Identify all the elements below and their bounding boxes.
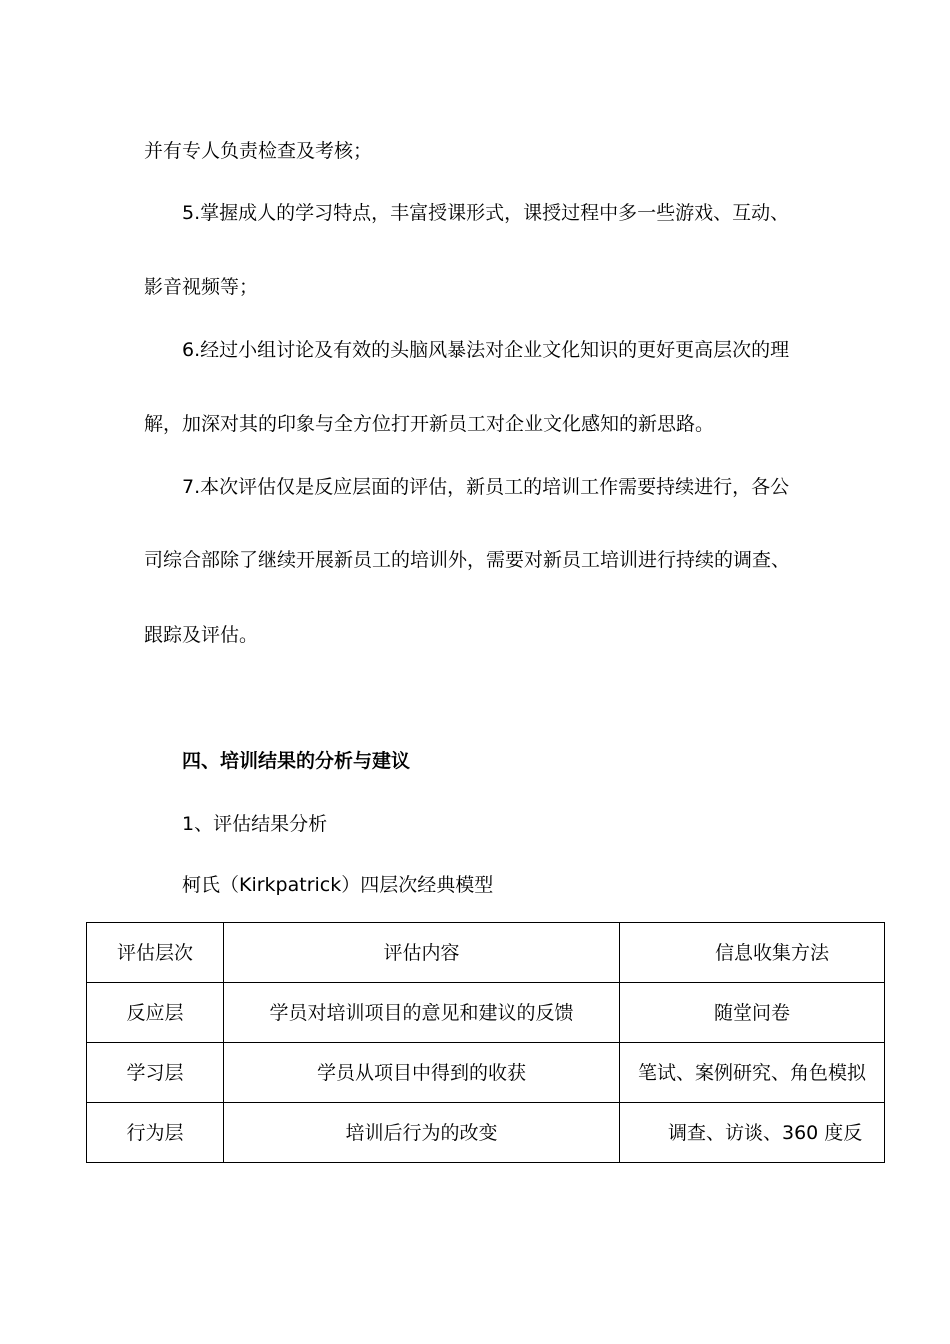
table-header-row <box>87 923 885 983</box>
model-title: 柯氏（Kirkpatrick）四层次经典模型 <box>182 874 494 896</box>
paragraph-line: 7.本次评估仅是反应层面的评估，新员工的培训工作需要持续进行，各公 <box>182 476 790 498</box>
paragraph-line: 司综合部除了继续开展新员工的培训外，需要对新员工培训进行持续的调查、 <box>144 549 791 571</box>
header-cell: 评估内容 <box>224 923 620 983</box>
paragraph-line: 并有专人负责检查及考核； <box>144 140 373 162</box>
header-cell: 信息收集方法 <box>620 923 885 983</box>
paragraph-line: 6.经过小组讨论及有效的头脑风暴法对企业文化知识的更好更高层次的理 <box>182 339 790 361</box>
section-heading: 四、培训结果的分析与建议 <box>182 750 411 772</box>
paragraph-line: 跟踪及评估。 <box>144 624 259 646</box>
table-cell: 笔试、案例研究、角色模拟 <box>620 1043 885 1103</box>
paragraph-line: 影音视频等； <box>144 276 259 298</box>
table-cell: 学员从项目中得到的收获 <box>224 1043 620 1103</box>
paragraph-line: 解，加深对其的印象与全方位打开新员工对企业文化感知的新思路。 <box>144 413 715 435</box>
table-row <box>87 983 885 1043</box>
table-cell: 调查、访谈、360 度反 <box>620 1103 885 1163</box>
evaluation-model-table <box>86 922 885 1163</box>
section-subheading: 1、评估结果分析 <box>182 813 328 835</box>
table-cell: 学习层 <box>87 1043 224 1103</box>
table-row <box>87 1103 885 1163</box>
header-cell: 评估层次 <box>87 923 224 983</box>
table-row <box>87 1043 885 1103</box>
table-cell: 反应层 <box>87 983 224 1043</box>
paragraph-line: 5.掌握成人的学习特点，丰富授课形式，课授过程中多一些游戏、互动、 <box>182 202 790 224</box>
table-cell: 行为层 <box>87 1103 224 1163</box>
table-cell: 学员对培训项目的意见和建议的反馈 <box>224 983 620 1043</box>
table-cell: 随堂问卷 <box>620 983 885 1043</box>
table-cell: 培训后行为的改变 <box>224 1103 620 1163</box>
